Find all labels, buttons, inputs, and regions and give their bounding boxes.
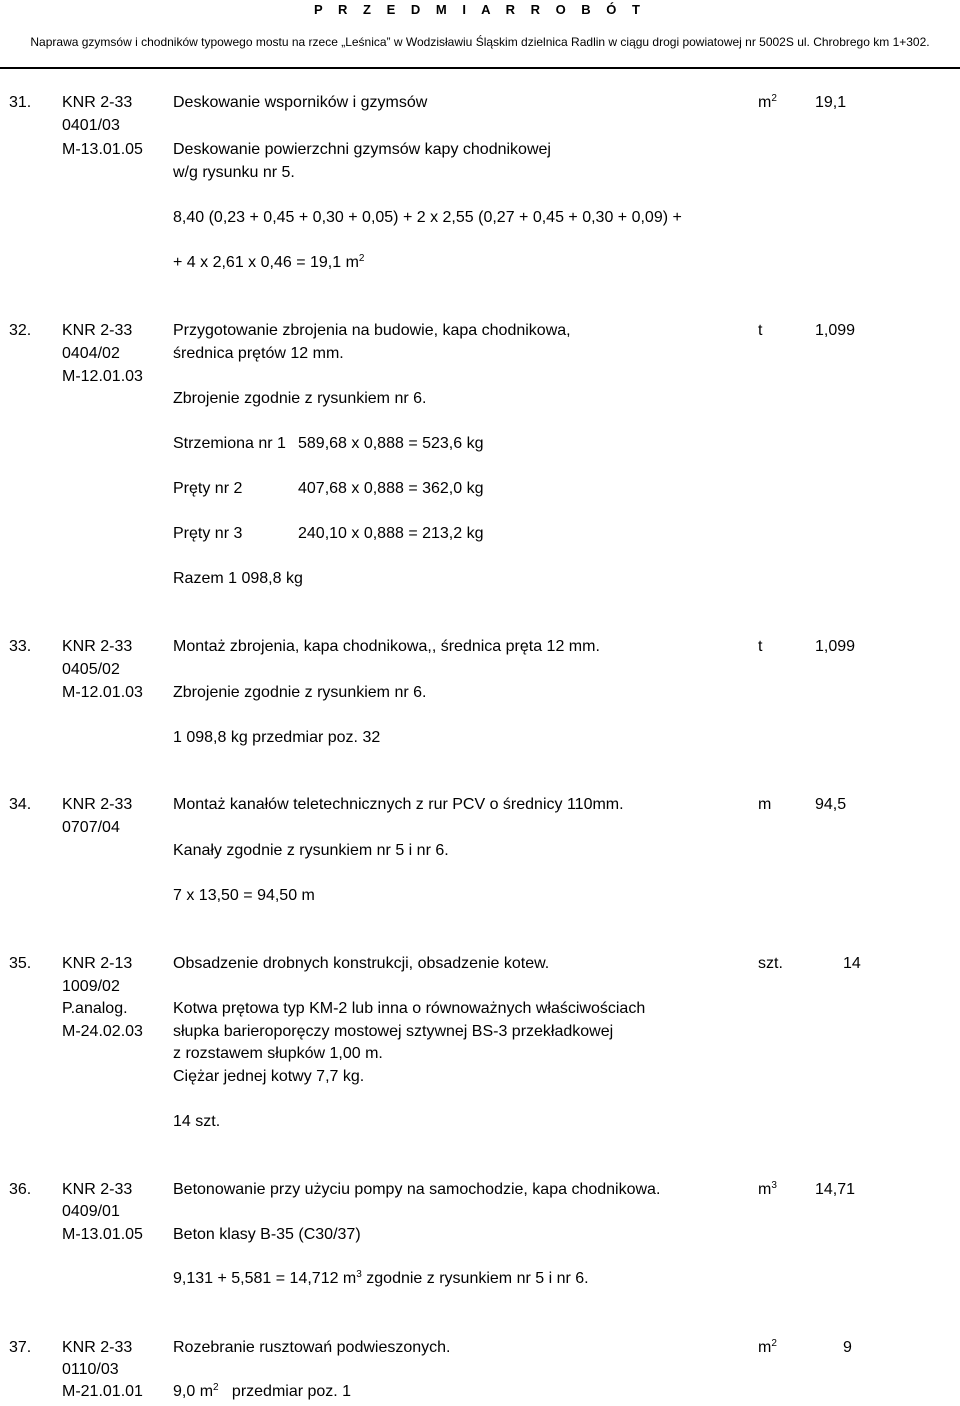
item-code-line: P.analog. xyxy=(62,1000,128,1017)
item-calculation: 9,131 + 5,581 = 14,712 $m^3$ zgodnie z rysunkiem nr 5 i nr 6. xyxy=(173,1269,589,1287)
item-title: Rozebranie rusztowań podwieszonych. xyxy=(173,1339,451,1356)
item-calculation: 1 098,8 kg przedmiar poz. 32 xyxy=(173,729,381,746)
item-code-line: M-12.01.03 xyxy=(62,368,143,385)
item-code-line: KNR 2-33 xyxy=(62,1181,133,1198)
item-quantity: 1,099 xyxy=(815,322,856,339)
item-description-line: słupka barieroporęczy mostowej sztywnej BS-3 przekładkowej xyxy=(173,1023,614,1040)
item-code-line: KNR 2-33 xyxy=(62,94,133,111)
item-number: 37. xyxy=(9,1339,32,1356)
item-code-line: 0401/03 xyxy=(62,117,120,134)
item-description-line: w/g rysunku nr 5. xyxy=(173,164,295,181)
item-code-line: M-13.01.05 xyxy=(62,1226,143,1243)
item-number: 35. xyxy=(9,955,32,972)
calc-row-value: 589,68 x 0,888 = 523,6 kg xyxy=(298,435,484,452)
item-title: Montaż zbrojenia, kapa chodnikowa,, średnica pręta 12 mm. xyxy=(173,638,600,655)
item-number: 31. xyxy=(9,94,32,111)
item-quantity: 1,099 xyxy=(815,638,856,655)
item-unit: $m^2$ xyxy=(758,93,777,111)
calc-row-label: Pręty nr 3 xyxy=(173,525,243,542)
calc-row-label: Pręty nr 2 xyxy=(173,480,243,497)
item-quantity: 14,71 xyxy=(815,1181,856,1198)
item-unit: $m^3$ xyxy=(758,1180,777,1198)
item-quantity: 9 xyxy=(843,1339,852,1356)
item-number: 33. xyxy=(9,638,32,655)
item-code-line: M-12.01.03 xyxy=(62,684,143,701)
item-unit: szt. xyxy=(758,955,783,972)
item-calculation: 14 szt. xyxy=(173,1113,221,1130)
item-unit: t xyxy=(758,638,763,655)
item-note: Zbrojenie zgodnie z rysunkiem nr 6. xyxy=(173,684,427,701)
document-title: P R Z E D M I A R R O B Ó T xyxy=(314,2,646,17)
item-code-line: M-24.02.03 xyxy=(62,1023,143,1040)
item-title: Montaż kanałów teletechnicznych z rur PCV o średnicy 110mm. xyxy=(173,796,624,813)
document-subtitle: Naprawa gzymsów i chodników typowego mostu na rzece „Leśnica” w Wodzisławiu Śląskim dzielnica Radlin w ciągu drogi powiatowej nr 5002S ul. Chrobrego km 1+302. xyxy=(30,35,930,49)
item-unit: t xyxy=(758,322,763,339)
item-quantity: 19,1 xyxy=(815,94,847,111)
item-calculation: + 4 x 2,61 x 0,46 = 19,1 $m^2$ xyxy=(173,253,365,271)
item-title-line: średnica prętów 12 mm. xyxy=(173,345,344,362)
item-code-line: M-21.01.01 xyxy=(62,1383,143,1400)
item-quantity: 14 xyxy=(843,955,861,972)
item-unit: $m^2$ xyxy=(758,1338,777,1356)
item-note: Beton klasy B-35 (C30/37) xyxy=(173,1226,361,1243)
item-note: Kanały zgodnie z rysunkiem nr 5 i nr 6. xyxy=(173,842,449,859)
item-code-line: 1009/02 xyxy=(62,978,120,995)
item-description-line: Deskowanie powierzchni gzymsów kapy chodnikowej xyxy=(173,141,551,158)
calc-row-value: 407,68 x 0,888 = 362,0 kg xyxy=(298,480,484,497)
item-code-line: 0409/01 xyxy=(62,1203,120,1220)
item-title: Deskowanie wsporników i gzymsów xyxy=(173,94,428,111)
item-code-line: 0405/02 xyxy=(62,661,120,678)
item-calculation: 8,40 (0,23 + 0,45 + 0,30 + 0,05) + 2 x 2,55 (0,27 + 0,45 + 0,30 + 0,09) + xyxy=(173,209,682,226)
calc-row-label: Strzemiona nr 1 xyxy=(173,435,286,452)
item-code-line: 0707/04 xyxy=(62,819,120,836)
item-quantity: 94,5 xyxy=(815,796,847,813)
item-description-line: Kotwa prętowa typ KM-2 lub inna o równoważnych właściwościach xyxy=(173,1000,646,1017)
item-description-line: z rozstawem słupków 1,00 m. xyxy=(173,1045,383,1062)
item-calculation: 7 x 13,50 = 94,50 m xyxy=(173,887,315,904)
item-code-line: 0110/03 xyxy=(62,1361,119,1378)
item-number: 32. xyxy=(9,322,32,339)
item-code-line: KNR 2-33 xyxy=(62,796,133,813)
item-number: 36. xyxy=(9,1181,32,1198)
calc-total: Razem 1 098,8 kg xyxy=(173,570,303,587)
item-code-line: KNR 2-33 xyxy=(62,1339,133,1356)
item-calculation: 9,0 $m^2$ przedmiar poz. 1 xyxy=(173,1382,352,1400)
item-title: Betonowanie przy użyciu pompy na samochodzie, kapa chodnikowa. xyxy=(173,1181,661,1198)
item-code-line: 0404/02 xyxy=(62,345,120,362)
item-code-line: M-13.01.05 xyxy=(62,141,143,158)
item-code-line: KNR 2-33 xyxy=(62,638,133,655)
item-title-line: Przygotowanie zbrojenia na budowie, kapa chodnikowa, xyxy=(173,322,571,339)
item-description-line: Ciężar jednej kotwy 7,7 kg. xyxy=(173,1068,365,1085)
item-number: 34. xyxy=(9,796,32,813)
calc-row-value: 240,10 x 0,888 = 213,2 kg xyxy=(298,525,484,542)
item-title: Obsadzenie drobnych konstrukcji, obsadzenie kotew. xyxy=(173,955,550,972)
item-code-line: KNR 2-33 xyxy=(62,322,133,339)
item-note: Zbrojenie zgodnie z rysunkiem nr 6. xyxy=(173,390,427,407)
item-code-line: KNR 2-13 xyxy=(62,955,133,972)
item-unit: m xyxy=(758,796,772,813)
header-divider xyxy=(0,67,960,69)
